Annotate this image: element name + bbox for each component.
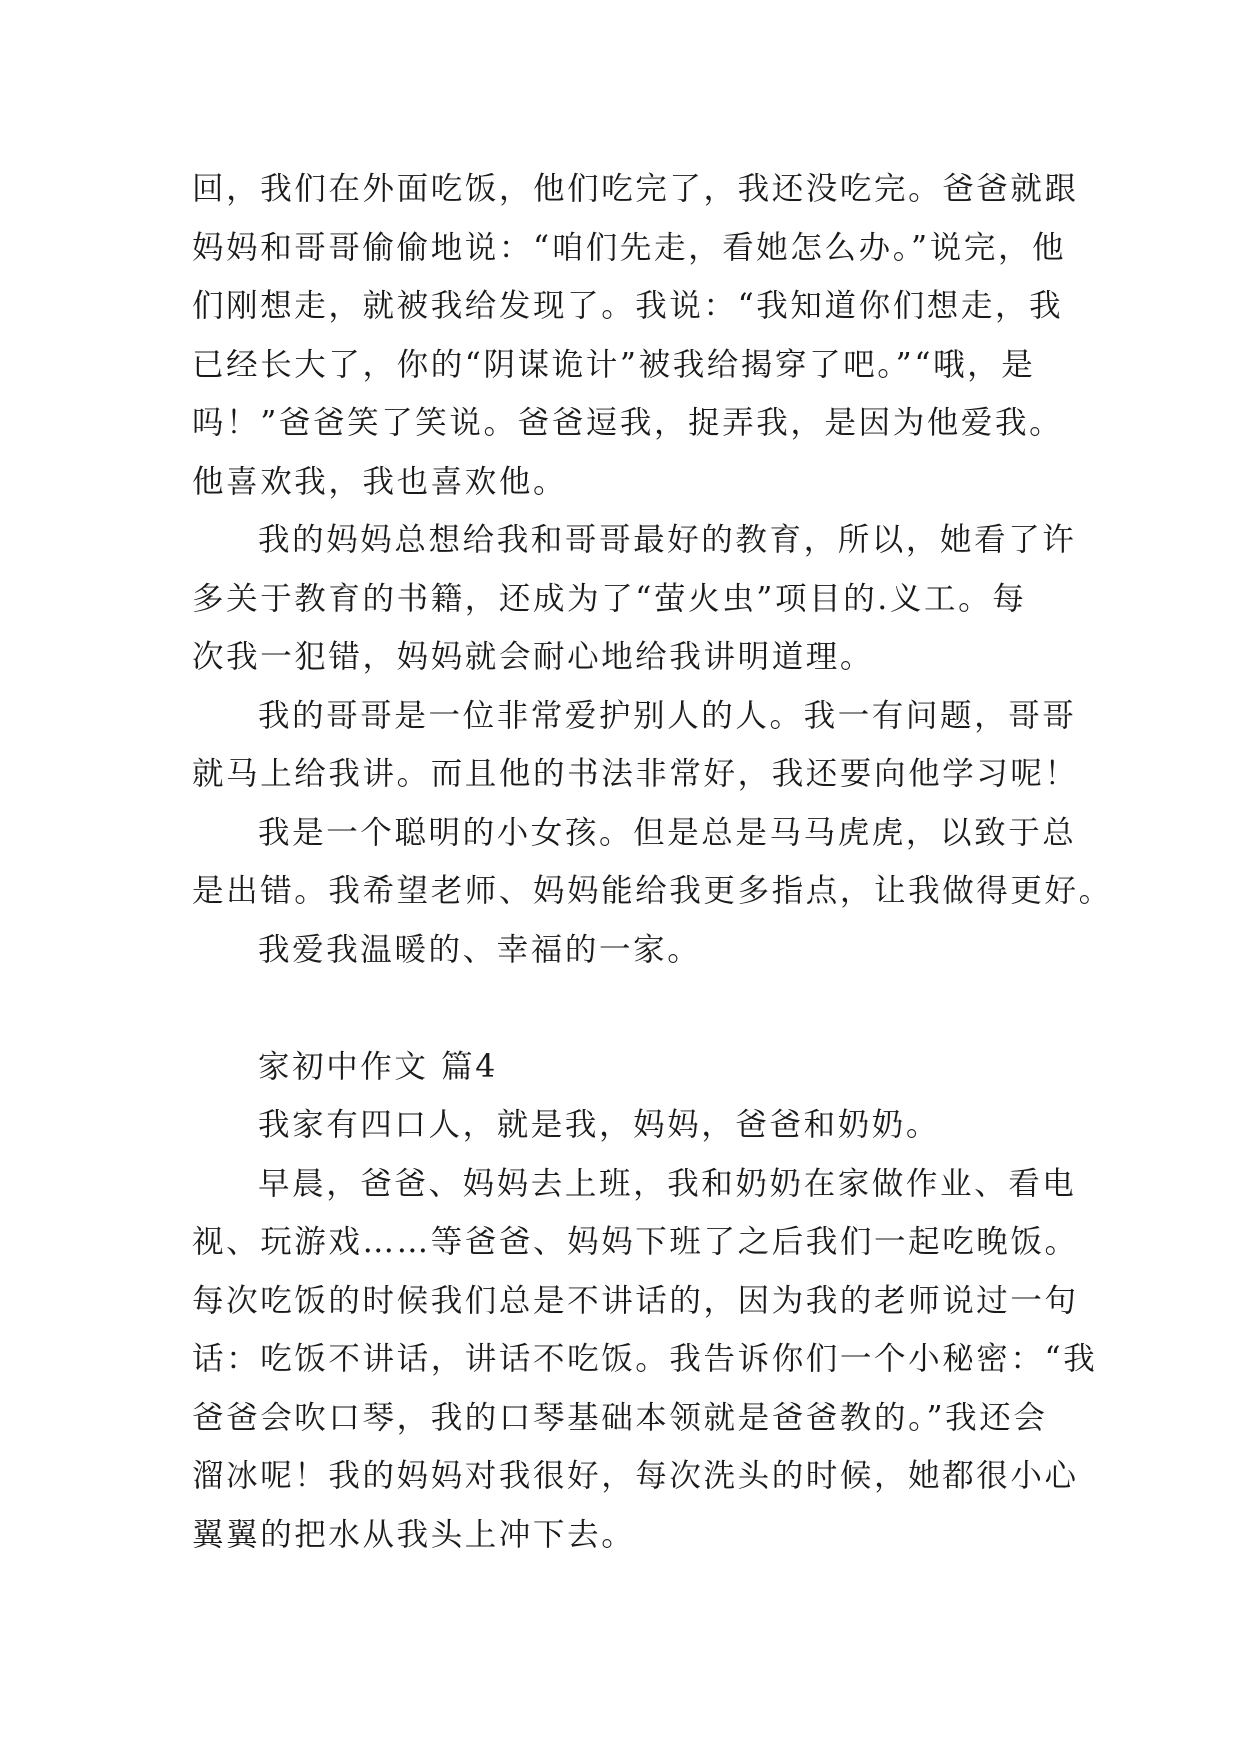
section-heading: 家初中作文 篇4	[258, 1048, 498, 1085]
text-line: 多关于教育的书籍，还成为了“萤火虫”项目的.义工。每	[192, 580, 1027, 617]
text-line: 溜冰呢！我的妈妈对我很好，每次洗头的时候，她都很小心	[192, 1458, 1079, 1494]
text-line: 翼翼的把水从我头上冲下去。	[192, 1516, 636, 1553]
text-line: 们刚想走，就被我给发现了。我说：“我知道你们想走，我	[192, 288, 1064, 324]
text-line: 他喜欢我，我也喜欢他。	[192, 463, 568, 500]
paragraph-start: 我家有四口人，就是我，妈妈，爸爸和奶奶。	[258, 1107, 941, 1143]
text-line: 次我一犯错，妈妈就会耐心地给我讲明道理。	[192, 639, 875, 675]
paragraph-start: 早晨，爸爸、妈妈去上班，我和奶奶在家做作业、看电	[258, 1165, 1077, 1202]
text-line: 爸爸会吹口琴，我的口琴基础本领就是爸爸教的。”我还会	[192, 1399, 1048, 1436]
text-line: 话：吃饭不讲话，讲话不吃饭。我告诉你们一个小秘密：“我	[192, 1341, 1098, 1377]
text-line: 回，我们在外面吃饭，他们吃完了，我还没吃完。爸爸就跟	[192, 171, 1079, 207]
paragraph-start: 我的妈妈总想给我和哥哥最好的教育，所以，她看了许	[258, 522, 1077, 558]
text-line: 视、玩游戏……等爸爸、妈妈下班了之后我们一起吃晚饭。	[192, 1224, 1079, 1260]
text-line: 已经长大了，你的“阴谋诡计”被我给揭穿了吧。”“哦，是	[192, 346, 1036, 383]
text-line: 妈妈和哥哥偷偷地说：“咱们先走，看她怎么办。”说完，他	[192, 229, 1067, 266]
paragraph-start: 我是一个聪明的小女孩。但是总是马马虎虎，以致于总	[258, 814, 1077, 851]
text-line: 就马上给我讲。而且他的书法非常好，我还要向他学习呢！	[192, 756, 1079, 792]
text-line: 每次吃饭的时候我们总是不讲话的，因为我的老师说过一句	[192, 1282, 1079, 1319]
document-body	[192, 160, 1113, 1564]
text-line: 是出错。我希望老师、妈妈能给我更多指点，让我做得更好。	[192, 873, 1113, 909]
section-spacer	[192, 979, 1054, 1038]
paragraph-start: 我的哥哥是一位非常爱护别人的人。我一有问题，哥哥	[258, 697, 1077, 734]
text-line: 吗！”爸爸笑了笑说。爸爸逗我，捉弄我，是因为他爱我。	[192, 405, 1064, 441]
paragraph-start: 我爱我温暖的、幸福的一家。	[258, 931, 702, 968]
